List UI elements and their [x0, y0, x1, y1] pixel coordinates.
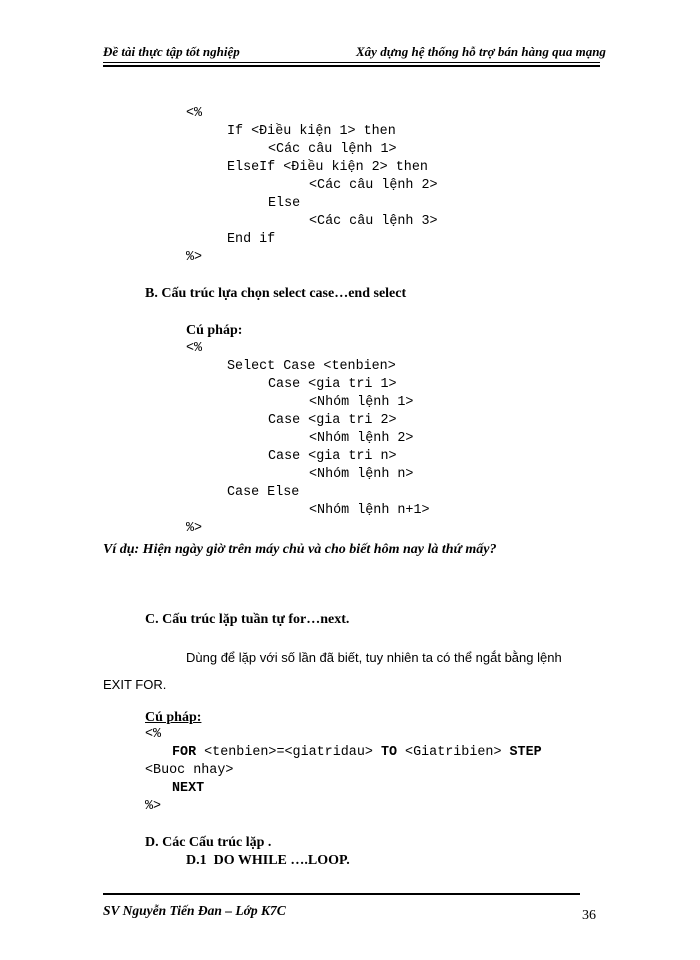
- keyword-next: NEXT: [172, 781, 205, 796]
- section-c-heading: C. Cấu trúc lặp tuần tự for…next.: [145, 612, 350, 627]
- keyword-step: STEP: [509, 745, 542, 760]
- code-line: <Nhóm lệnh n+1>: [309, 503, 430, 518]
- code-line: ElseIf <Điều kiện 2> then: [227, 160, 428, 175]
- example-text: Ví dụ: Hiện ngày giờ trên máy chủ và cho biết hôm nay là thứ mấy?: [103, 542, 497, 557]
- section-c-paragraph-line1: Dùng để lặp với số lần đã biết, tuy nhiên ta có thể ngắt bằng lệnh: [186, 650, 562, 665]
- code-line: If <Điều kiện 1> then: [227, 124, 396, 139]
- code-line: Else: [268, 196, 301, 211]
- section-c-paragraph-line2: EXIT FOR.: [103, 677, 167, 692]
- code-line: <Buoc nhay>: [145, 763, 234, 778]
- keyword-to: TO: [380, 745, 398, 760]
- code-line: %>: [145, 799, 162, 814]
- header-right: Xây dựng hệ thống hỗ trợ bán hàng qua mạng: [356, 44, 606, 59]
- code-line: Case <gia tri n>: [268, 449, 397, 464]
- section-b-syntax-label: Cú pháp:: [186, 323, 243, 338]
- page-number: 36: [582, 908, 596, 923]
- code-line: <Các câu lệnh 2>: [309, 178, 438, 193]
- code-line: <Nhóm lệnh 2>: [309, 431, 414, 446]
- code-line: <Các câu lệnh 3>: [309, 214, 438, 229]
- section-c-syntax-label: Cú pháp:: [145, 710, 202, 725]
- code-line: Select Case <tenbien>: [227, 359, 396, 374]
- code-line-for: [172, 744, 542, 762]
- code-line: <%: [186, 106, 203, 121]
- code-line: Case Else: [227, 485, 300, 500]
- header-rule-top: [103, 62, 600, 63]
- section-b-heading: B. Cấu trúc lựa chọn select case…end select: [145, 286, 407, 301]
- code-line: <Nhóm lệnh n>: [309, 467, 414, 482]
- code-line: %>: [186, 250, 203, 265]
- code-fragment: <tenbien>=<giatridau>: [196, 745, 381, 760]
- code-line: <Nhóm lệnh 1>: [309, 395, 414, 410]
- code-line: <Các câu lệnh 1>: [268, 142, 397, 157]
- section-d-subheading: D.1 DO WHILE ….LOOP.: [186, 853, 350, 868]
- code-fragment: <Giatribien>: [397, 745, 510, 760]
- footer-rule: [103, 893, 580, 895]
- keyword-for: FOR: [172, 745, 197, 760]
- code-line: Case <gia tri 1>: [268, 377, 397, 392]
- code-line: <%: [145, 727, 162, 742]
- code-line: %>: [186, 521, 203, 536]
- code-line: Case <gia tri 2>: [268, 413, 397, 428]
- section-d-heading: D. Các Cấu trúc lặp .: [145, 835, 272, 850]
- header-rule-bottom: [103, 65, 600, 67]
- code-line: <%: [186, 341, 203, 356]
- footer-left: SV Nguyễn Tiến Đan – Lớp K7C: [103, 903, 286, 918]
- code-line: End if: [227, 232, 276, 247]
- header-left: Đề tài thực tập tốt nghiệp: [103, 44, 240, 59]
